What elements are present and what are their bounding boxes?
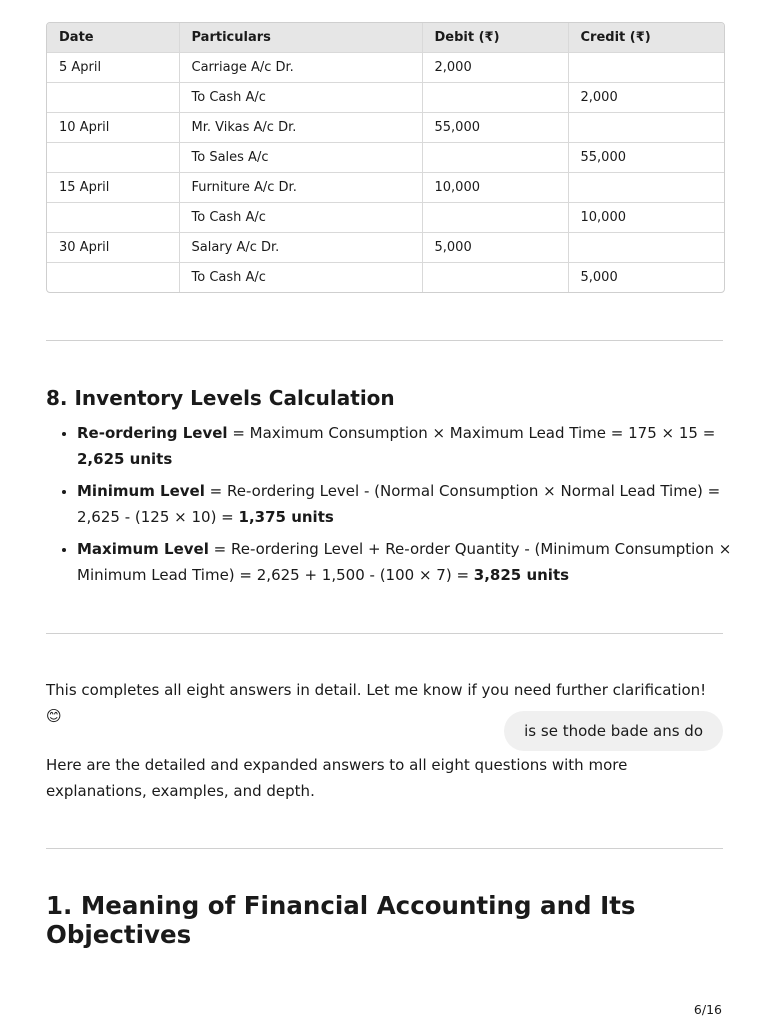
journal-entry-table [46,22,725,293]
cell-credit [568,53,724,83]
cell-credit: 5,000 [580,270,618,285]
cell-particulars: Furniture A/c Dr. [179,173,422,203]
cell-date: 30 April [47,233,179,263]
cell-particulars: To Cash A/c [179,203,422,233]
cell-date [47,263,179,293]
cell-debit [422,203,568,233]
divider [46,340,723,341]
cell-credit [568,173,724,203]
item-result: 1,375 units [238,507,334,526]
item-formula: = Maximum Consumption × Maximum Lead Time = 175 × 15 = [227,424,716,442]
closing-paragraph: This completes all eight answers in detail. Let me know if you need further clarification! 😊 [46,681,707,725]
cell-date [47,143,179,173]
table-row [47,203,724,233]
cell-date: 10 April [47,113,179,143]
list-item [77,479,747,530]
reply-intro-paragraph: Here are the detailed and expanded answers to all eight questions with more explanations, examples, and depth. [46,756,628,800]
item-label: Re-ordering Level [77,424,228,442]
divider [46,848,723,849]
table-header-row [47,23,724,53]
item-formula: = Re-ordering Level - (Normal Consumption × Normal Lead Time) = 2,625 - (125 × 10) = [77,482,721,526]
header-debit: Debit (₹) [422,23,568,53]
list-item [77,537,747,588]
cell-particulars: Mr. Vikas A/c Dr. [179,113,422,143]
cell-credit: 2,000 [568,83,724,113]
item-formula: = Re-ordering Level + Re-order Quantity - (Minimum Consumption × Minimum Lead Time) = 2,625 + 1,500 - (100 × 7) = [77,540,732,584]
header-date: Date [47,23,179,53]
cell-debit [422,143,568,173]
cell-particulars: Carriage A/c Dr. [179,53,422,83]
cell-debit [422,83,568,113]
divider [46,633,723,634]
table-row [47,83,724,113]
cell-date: 15 April [47,173,179,203]
item-result: 3,825 units [473,565,570,584]
page-number: 6/16 [693,1002,722,1017]
item-label: Maximum Level [77,540,209,558]
cell-debit: 10,000 [422,173,568,203]
cell-debit: 2,000 [422,53,568,83]
header-credit: Credit (₹) [568,23,724,53]
cell-particulars: Salary A/c Dr. [179,233,422,263]
inventory-levels-list [46,421,747,595]
table-row [47,173,724,203]
section-heading: 1. Meaning of Financial Accounting and Its Objectives [46,891,636,949]
section-heading: 8. Inventory Levels Calculation [46,386,395,410]
item-label: Minimum Level [77,482,205,500]
cell-date [47,83,179,113]
cell-date [47,203,179,233]
header-particulars: Particulars [179,23,422,53]
cell-debit [422,263,568,293]
table-row [47,263,724,293]
cell-debit: 55,000 [422,113,568,143]
table-row [47,53,724,83]
user-message-bubble: is se thode bade ans do [504,711,723,751]
cell-particulars: To Cash A/c [179,83,422,113]
cell-credit: 10,000 [568,203,724,233]
cell-debit: 5,000 [422,233,568,263]
item-result: 2,625 units [77,449,173,468]
cell-credit [568,113,724,143]
cell-date: 5 April [47,53,179,83]
table-row [47,113,724,143]
cell-credit: 55,000 [568,143,724,173]
table-row [47,233,724,263]
list-item [77,421,747,472]
cell-credit [568,233,724,263]
cell-particulars: To Cash A/c [179,263,422,293]
table-row [47,143,724,173]
cell-particulars: To Sales A/c [179,143,422,173]
